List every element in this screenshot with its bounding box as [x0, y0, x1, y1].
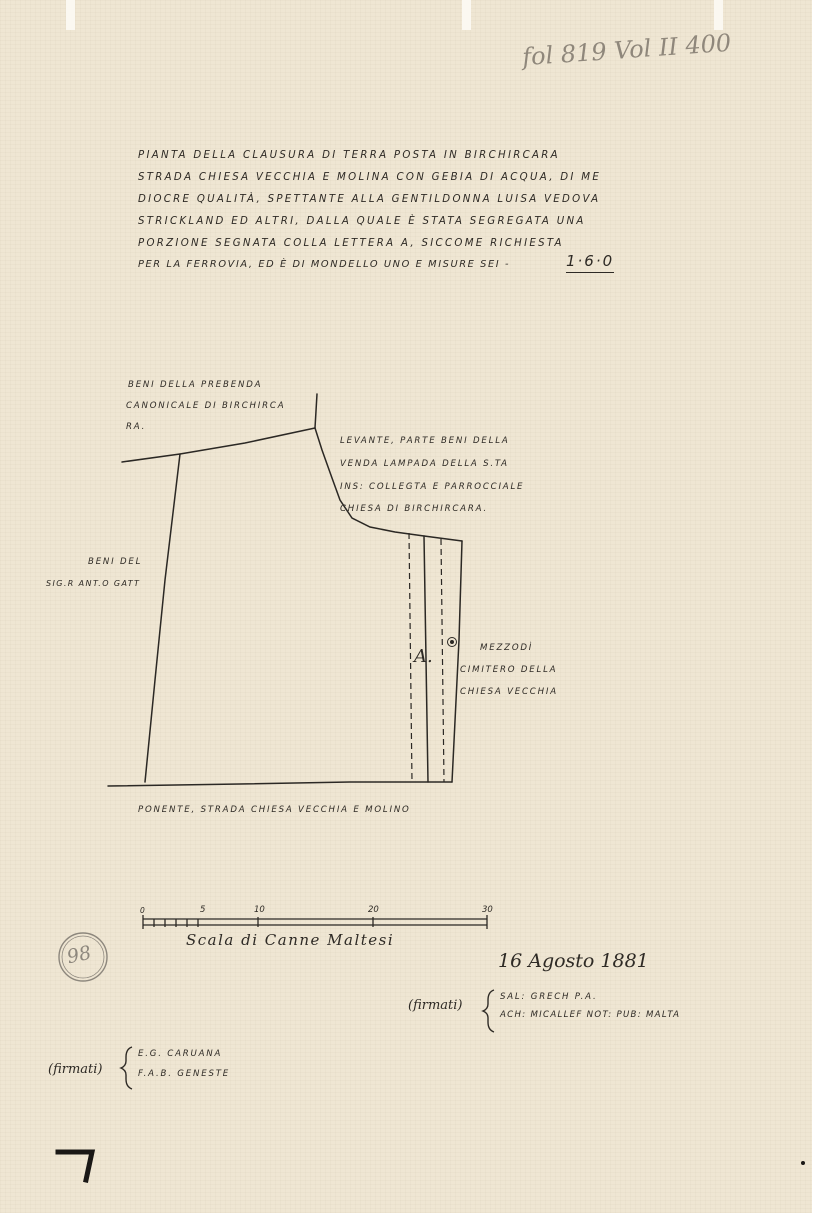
north-east-spur	[315, 394, 317, 428]
scale-bar	[143, 915, 487, 929]
page-number-mark	[58, 1152, 92, 1180]
parcel-a-dashed-line	[441, 539, 444, 782]
signature-brace	[121, 1047, 132, 1089]
south-label: MEZZODÌ	[480, 643, 534, 653]
east-label: VENDA LAMPADA DELLA S.TA	[340, 459, 509, 469]
scale-tick-label: 30	[482, 905, 493, 915]
east-label: CHIESA DI BIRCHIRCARA.	[340, 504, 488, 514]
north-boundary-line	[122, 428, 315, 462]
north-label: CANONICALE DI BIRCHIRCA	[126, 401, 286, 411]
west-label: SIG.R ANT.O GATT	[46, 579, 141, 588]
title-line: PORZIONE SEGNATA COLLA LETTERA A, SICCOME RICHIESTA	[138, 238, 564, 249]
signature-brace	[483, 990, 494, 1032]
area-measure: 1·6·0	[566, 252, 614, 273]
firmati-label: (firmati)	[408, 998, 463, 1013]
bottom-boundary-label: PONENTE, STRADA CHIESA VECCHIA E MOLINO	[138, 805, 411, 815]
scale-tick-label: 10	[254, 905, 265, 915]
east-label: INS: COLLEGTA E PARROCCIALE	[340, 482, 525, 492]
north-label: BENI DELLA PREBENDA	[128, 380, 263, 390]
south-boundary-line	[452, 541, 462, 782]
west-boundary-line	[145, 454, 180, 782]
south-label: CIMITERO DELLA	[460, 665, 558, 675]
archive-stamp-number: 98	[64, 941, 94, 969]
bottom-boundary-line	[108, 782, 452, 786]
west-label: BENI DEL	[88, 557, 143, 567]
title-line: STRICKLAND ED ALTRI, DALLA QUALE È STATA SEGREGATA UNA	[138, 216, 586, 227]
document-date: 16 Agosto 1881	[498, 950, 649, 972]
scale-caption: Scala di Canne Maltesi	[186, 931, 395, 949]
signature-name: ACH: MICALLEF NOT: PUB: MALTA	[500, 1010, 681, 1020]
archive-reference: fol 819 Vol II 400	[521, 28, 733, 72]
parcel-a-dashed-line	[409, 533, 412, 782]
signature-name: SAL: GRECH P.A.	[500, 992, 598, 1002]
east-label: LEVANTE, PARTE BENI DELLA	[340, 436, 510, 446]
signature-name: F.A.B. GENESTE	[138, 1069, 230, 1079]
scale-tick-label: 20	[368, 905, 379, 915]
title-line: PER LA FERROVIA, ED È DI MONDELLO UNO E MISURE SEI -	[138, 259, 511, 270]
scale-tick-label: 0	[140, 906, 145, 915]
title-line: STRADA CHIESA VECCHIA E MOLINA CON GEBIA DI ACQUA, DI ME	[138, 172, 602, 183]
scale-tick-label: 5	[200, 905, 206, 915]
signature-name: E.G. CARUANA	[138, 1049, 223, 1059]
title-line: PIANTA DELLA CLAUSURA DI TERRA POSTA IN BIRCHIRCARA	[138, 150, 560, 161]
parcel-a-label: A.	[414, 646, 433, 667]
firmati-label: (firmati)	[48, 1062, 103, 1077]
north-label: RA.	[126, 422, 147, 432]
survey-marker-icon	[448, 638, 457, 647]
ink-dot	[801, 1161, 805, 1165]
south-label: CHIESA VECCHIA	[460, 687, 558, 697]
title-line: DIOCRE QUALITÀ, SPETTANTE ALLA GENTILDONNA LUISA VEDOVA	[138, 194, 601, 205]
